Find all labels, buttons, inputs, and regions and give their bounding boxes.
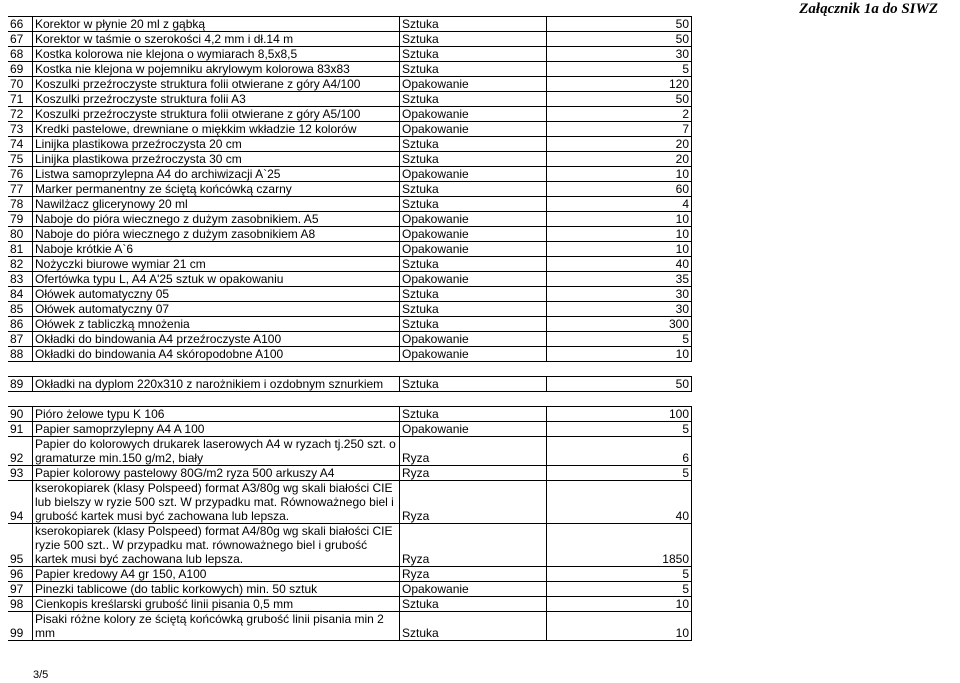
- row-number: 91: [8, 422, 33, 437]
- table-row: [8, 317, 692, 332]
- item-quantity: 5: [547, 567, 692, 582]
- row-number: 68: [8, 47, 33, 62]
- row-number: 69: [8, 62, 33, 77]
- item-unit: Sztuka: [400, 407, 547, 422]
- table-row: [8, 481, 692, 524]
- table-row: [8, 347, 692, 362]
- row-number: 93: [8, 466, 33, 481]
- table-row: [8, 182, 692, 197]
- item-name: Naboje do pióra wiecznego z dużym zasobnikiem. A5: [33, 212, 400, 227]
- row-spacer: [8, 392, 692, 407]
- item-name: Marker permanentny ze ściętą końcówką czarny: [33, 182, 400, 197]
- row-number: 75: [8, 152, 33, 167]
- row-number: 87: [8, 332, 33, 347]
- item-name: Naboje do pióra wiecznego z dużym zasobnikiem A8: [33, 227, 400, 242]
- item-name: Ołówek automatyczny 07: [33, 302, 400, 317]
- row-number: 67: [8, 32, 33, 47]
- item-name: Koszulki przeźroczyste struktura folii A3: [33, 92, 400, 107]
- item-quantity: 10: [547, 227, 692, 242]
- item-quantity: 40: [547, 257, 692, 272]
- row-number: 70: [8, 77, 33, 92]
- item-quantity: 5: [547, 332, 692, 347]
- item-unit: Sztuka: [400, 612, 547, 641]
- row-number: 77: [8, 182, 33, 197]
- row-number: 74: [8, 137, 33, 152]
- table-row: [8, 377, 692, 392]
- table-row: [8, 17, 692, 32]
- item-quantity: 10: [547, 347, 692, 362]
- row-number: 76: [8, 167, 33, 182]
- table-row: [8, 212, 692, 227]
- table-row: [8, 197, 692, 212]
- item-quantity: 10: [547, 167, 692, 182]
- row-number: 80: [8, 227, 33, 242]
- row-number: 99: [8, 612, 33, 641]
- item-quantity: 100: [547, 407, 692, 422]
- row-number: 81: [8, 242, 33, 257]
- table-row: [8, 422, 692, 437]
- item-name: Papier samoprzylepny A4 A 100: [33, 422, 400, 437]
- item-quantity: 35: [547, 272, 692, 287]
- item-unit: Ryza: [400, 567, 547, 582]
- item-name: Papier kredowy A4 gr 150, A100: [33, 567, 400, 582]
- item-unit: Sztuka: [400, 257, 547, 272]
- item-unit: Opakowanie: [400, 227, 547, 242]
- item-quantity: 10: [547, 597, 692, 612]
- item-unit: Opakowanie: [400, 332, 547, 347]
- page-number: 3/5: [33, 669, 49, 681]
- item-unit: Sztuka: [400, 302, 547, 317]
- item-unit: Sztuka: [400, 47, 547, 62]
- table-row: [8, 567, 692, 582]
- table-row: [8, 122, 692, 137]
- table-row: [8, 407, 692, 422]
- item-unit: Sztuka: [400, 92, 547, 107]
- item-name: Listwa samoprzylepna A4 do archiwizacji A`25: [33, 167, 400, 182]
- item-unit: Ryza: [400, 437, 547, 466]
- item-name: Cienkopis kreślarski grubość linii pisania 0,5 mm: [33, 597, 400, 612]
- item-name: Nawilżacz glicerynowy 20 ml: [33, 197, 400, 212]
- item-quantity: 50: [547, 377, 692, 392]
- item-unit: Opakowanie: [400, 167, 547, 182]
- row-number: 94: [8, 481, 33, 524]
- table-row: [8, 272, 692, 287]
- item-name: Papier kolorowy pastelowy 80G/m2 ryza 500 arkuszy A4: [33, 466, 400, 481]
- item-quantity: 50: [547, 32, 692, 47]
- item-unit: Sztuka: [400, 377, 547, 392]
- item-unit: Opakowanie: [400, 212, 547, 227]
- item-unit: Ryza: [400, 466, 547, 481]
- item-name: Kostka kolorowa nie klejona o wymiarach 8,5x8,5: [33, 47, 400, 62]
- table-row: [8, 524, 692, 567]
- item-unit: Sztuka: [400, 152, 547, 167]
- table-row: [8, 302, 692, 317]
- item-quantity: 5: [547, 422, 692, 437]
- item-unit: Sztuka: [400, 597, 547, 612]
- item-quantity: 2: [547, 107, 692, 122]
- item-name: Okładki na dyplom 220x310 z narożnikiem i ozdobnym sznurkiem: [33, 377, 400, 392]
- table-row: [8, 152, 692, 167]
- item-name: Ołówek automatyczny 05: [33, 287, 400, 302]
- item-name: Kostka nie klejona w pojemniku akrylowym kolorowa 83x83: [33, 62, 400, 77]
- item-name: Papier do kolorowych drukarek laserowych A4 w ryzach tj.250 szt. o gramaturze min.150 g/m2, biały: [33, 437, 400, 466]
- table-row: [8, 597, 692, 612]
- row-number: 95: [8, 524, 33, 567]
- item-quantity: 30: [547, 47, 692, 62]
- row-number: 79: [8, 212, 33, 227]
- item-name: Kredki pastelowe, drewniane o miękkim wkładzie 12 kolorów: [33, 122, 400, 137]
- item-name: Koszulki przeźroczyste struktura folii otwierane z góry A4/100: [33, 77, 400, 92]
- item-quantity: 30: [547, 302, 692, 317]
- row-number: 85: [8, 302, 33, 317]
- row-number: 90: [8, 407, 33, 422]
- item-name: Naboje krótkie A`6: [33, 242, 400, 257]
- row-number: 92: [8, 437, 33, 466]
- item-unit: Sztuka: [400, 182, 547, 197]
- table-row: [8, 47, 692, 62]
- item-unit: Sztuka: [400, 197, 547, 212]
- annex-title: Załącznik 1a do SIWZ: [799, 1, 938, 17]
- item-name: Koszulki przeźroczyste struktura folii otwierane z góry A5/100: [33, 107, 400, 122]
- row-number: 88: [8, 347, 33, 362]
- item-quantity: 1850: [547, 524, 692, 567]
- table-row: [8, 32, 692, 47]
- item-quantity: 5: [547, 582, 692, 597]
- item-name: Pisaki różne kolory ze ściętą końcówką grubość linii pisania min 2 mm: [33, 612, 400, 641]
- item-name: Okładki do bindowania A4 przeźroczyste A100: [33, 332, 400, 347]
- item-unit: Sztuka: [400, 17, 547, 32]
- table-row: [8, 62, 692, 77]
- item-quantity: 5: [547, 466, 692, 481]
- item-quantity: 120: [547, 77, 692, 92]
- row-number: 66: [8, 17, 33, 32]
- item-quantity: 4: [547, 197, 692, 212]
- item-quantity: 20: [547, 152, 692, 167]
- row-number: 96: [8, 567, 33, 582]
- row-number: 83: [8, 272, 33, 287]
- item-name: Korektor w taśmie o szerokości 4,2 mm i dł.14 m: [33, 32, 400, 47]
- item-name: Ofertówka typu L, A4 A'25 sztuk w opakowaniu: [33, 272, 400, 287]
- row-number: 72: [8, 107, 33, 122]
- table-row: [8, 612, 692, 641]
- item-name: Linijka plastikowa przeźroczysta 20 cm: [33, 137, 400, 152]
- item-unit: Opakowanie: [400, 272, 547, 287]
- item-unit: Sztuka: [400, 287, 547, 302]
- item-name: Nożyczki biurowe wymiar 21 cm: [33, 257, 400, 272]
- table-row: [8, 332, 692, 347]
- item-unit: Opakowanie: [400, 122, 547, 137]
- row-number: 97: [8, 582, 33, 597]
- table-row: [8, 287, 692, 302]
- row-number: 71: [8, 92, 33, 107]
- item-unit: Opakowanie: [400, 347, 547, 362]
- item-name: Korektor w płynie 20 ml z gąbką: [33, 17, 400, 32]
- table-row: [8, 582, 692, 597]
- row-number: 82: [8, 257, 33, 272]
- item-quantity: 30: [547, 287, 692, 302]
- table-row: [8, 242, 692, 257]
- item-unit: Opakowanie: [400, 422, 547, 437]
- item-unit: Ryza: [400, 524, 547, 567]
- table-row: [8, 107, 692, 122]
- item-quantity: 10: [547, 612, 692, 641]
- item-quantity: 300: [547, 317, 692, 332]
- item-quantity: 5: [547, 62, 692, 77]
- item-unit: Opakowanie: [400, 77, 547, 92]
- item-unit: Sztuka: [400, 62, 547, 77]
- table-row: [8, 92, 692, 107]
- item-quantity: 7: [547, 122, 692, 137]
- table-row: [8, 257, 692, 272]
- item-quantity: 20: [547, 137, 692, 152]
- items-table: [8, 16, 692, 641]
- item-quantity: 10: [547, 212, 692, 227]
- row-number: 78: [8, 197, 33, 212]
- item-unit: Ryza: [400, 481, 547, 524]
- item-quantity: 50: [547, 92, 692, 107]
- item-unit: Sztuka: [400, 137, 547, 152]
- table-row: [8, 167, 692, 182]
- item-name: Okładki do bindowania A4 skóropodobne A100: [33, 347, 400, 362]
- table-row: [8, 466, 692, 481]
- item-quantity: 6: [547, 437, 692, 466]
- table-row: [8, 227, 692, 242]
- items-table-body: [8, 17, 692, 641]
- row-number: 98: [8, 597, 33, 612]
- table-row: [8, 77, 692, 92]
- row-number: 84: [8, 287, 33, 302]
- row-spacer: [8, 362, 692, 377]
- item-unit: Opakowanie: [400, 107, 547, 122]
- item-name: Ołówek z tabliczką mnożenia: [33, 317, 400, 332]
- item-name: Pióro żelowe typu K 106: [33, 407, 400, 422]
- row-number: 86: [8, 317, 33, 332]
- item-unit: Sztuka: [400, 317, 547, 332]
- item-name: Pinezki tablicowe (do tablic korkowych) min. 50 sztuk: [33, 582, 400, 597]
- item-quantity: 40: [547, 481, 692, 524]
- item-unit: Sztuka: [400, 32, 547, 47]
- item-name: kserokopiarek (klasy Polspeed) format A4/80g wg skali białości CIE ryzie 500 szt.. W przypadku mat. równoważnego biel i grubość kartek musi być zachowana lub lepsza.: [33, 524, 400, 567]
- item-quantity: 10: [547, 242, 692, 257]
- table-row: [8, 137, 692, 152]
- item-quantity: 50: [547, 17, 692, 32]
- row-number: 89: [8, 377, 33, 392]
- row-number: 73: [8, 122, 33, 137]
- item-unit: Opakowanie: [400, 242, 547, 257]
- item-name: Linijka plastikowa przeźroczysta 30 cm: [33, 152, 400, 167]
- item-unit: Opakowanie: [400, 582, 547, 597]
- item-quantity: 60: [547, 182, 692, 197]
- table-row: [8, 437, 692, 466]
- item-name: kserokopiarek (klasy Polspeed) format A3/80g wg skali białości CIE lub bielszy w ryzie 500 szt. W przypadku mat. Równoważnego biel i grubość kartek musi być zachowana lub lepsza.: [33, 481, 400, 524]
